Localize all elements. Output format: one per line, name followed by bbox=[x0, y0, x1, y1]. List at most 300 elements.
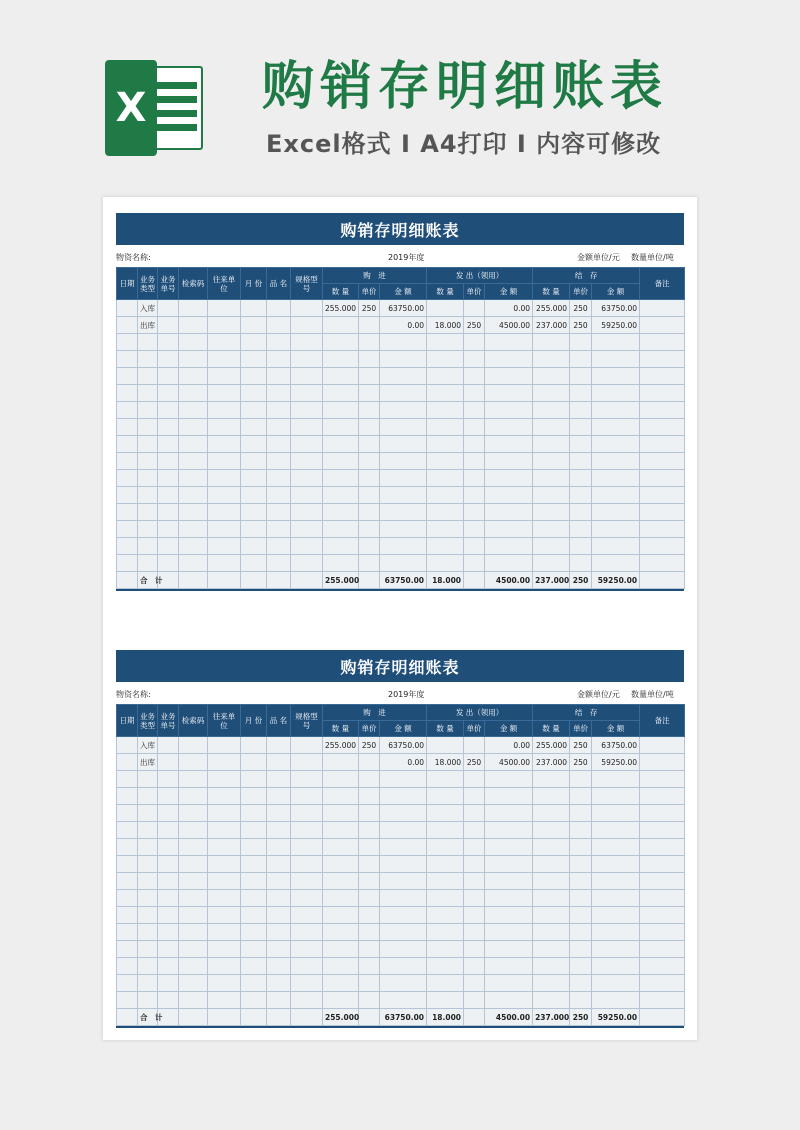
table-cell[interactable] bbox=[179, 890, 208, 907]
table-cell[interactable] bbox=[570, 992, 592, 1009]
table-cell[interactable] bbox=[241, 975, 267, 992]
table-cell[interactable] bbox=[179, 402, 208, 419]
table-cell[interactable] bbox=[323, 975, 359, 992]
table-cell[interactable] bbox=[179, 538, 208, 555]
table-cell[interactable] bbox=[570, 907, 592, 924]
table-cell[interactable] bbox=[359, 385, 380, 402]
table-cell[interactable] bbox=[158, 470, 179, 487]
table-cell[interactable] bbox=[323, 368, 359, 385]
table-cell[interactable] bbox=[241, 572, 267, 589]
table-cell[interactable] bbox=[533, 822, 570, 839]
table-cell[interactable] bbox=[179, 436, 208, 453]
table-cell[interactable] bbox=[208, 470, 241, 487]
table-cell[interactable] bbox=[570, 788, 592, 805]
table-cell[interactable] bbox=[380, 504, 427, 521]
table-cell[interactable] bbox=[117, 334, 138, 351]
table-cell[interactable] bbox=[291, 873, 323, 890]
table-cell[interactable] bbox=[158, 754, 179, 771]
table-cell[interactable]: 237.000 bbox=[533, 754, 570, 771]
table-cell[interactable] bbox=[323, 839, 359, 856]
table-cell[interactable] bbox=[533, 521, 570, 538]
table-cell[interactable] bbox=[208, 1009, 241, 1026]
table-cell[interactable] bbox=[241, 487, 267, 504]
table-cell[interactable] bbox=[179, 771, 208, 788]
table-cell[interactable] bbox=[208, 975, 241, 992]
table-cell[interactable] bbox=[323, 402, 359, 419]
table-cell[interactable]: 63750.00 bbox=[380, 572, 427, 589]
table-cell[interactable] bbox=[323, 470, 359, 487]
table-cell[interactable] bbox=[533, 436, 570, 453]
table-cell[interactable] bbox=[138, 402, 158, 419]
table-cell[interactable] bbox=[291, 555, 323, 572]
table-cell[interactable] bbox=[464, 890, 485, 907]
table-cell[interactable] bbox=[485, 351, 533, 368]
table-cell[interactable] bbox=[485, 805, 533, 822]
table-cell[interactable] bbox=[208, 737, 241, 754]
table-cell[interactable]: 255.000 bbox=[323, 572, 359, 589]
table-cell[interactable] bbox=[158, 436, 179, 453]
table-cell[interactable]: 4500.00 bbox=[485, 317, 533, 334]
table-cell[interactable] bbox=[323, 890, 359, 907]
table-cell[interactable] bbox=[267, 737, 291, 754]
table-cell[interactable] bbox=[117, 402, 138, 419]
table-cell[interactable] bbox=[485, 958, 533, 975]
table-cell[interactable] bbox=[359, 822, 380, 839]
table-cell[interactable] bbox=[533, 839, 570, 856]
table-cell[interactable]: 63750.00 bbox=[592, 300, 640, 317]
table-cell[interactable] bbox=[323, 521, 359, 538]
table-cell[interactable] bbox=[291, 368, 323, 385]
table-cell[interactable] bbox=[241, 907, 267, 924]
table-cell[interactable] bbox=[427, 839, 464, 856]
table-cell[interactable]: 250 bbox=[570, 572, 592, 589]
table-cell[interactable] bbox=[323, 385, 359, 402]
table-cell[interactable] bbox=[241, 873, 267, 890]
table-cell[interactable] bbox=[267, 351, 291, 368]
table-cell[interactable] bbox=[208, 300, 241, 317]
table-cell[interactable] bbox=[179, 856, 208, 873]
table-cell[interactable] bbox=[158, 334, 179, 351]
table-cell[interactable] bbox=[158, 317, 179, 334]
table-cell[interactable] bbox=[241, 992, 267, 1009]
table-cell[interactable] bbox=[533, 924, 570, 941]
table-cell[interactable] bbox=[117, 368, 138, 385]
table-cell[interactable] bbox=[291, 788, 323, 805]
table-cell[interactable] bbox=[208, 538, 241, 555]
table-cell[interactable] bbox=[640, 924, 685, 941]
table-cell[interactable] bbox=[640, 453, 685, 470]
table-cell[interactable] bbox=[592, 941, 640, 958]
table-cell[interactable] bbox=[485, 822, 533, 839]
table-cell[interactable] bbox=[117, 788, 138, 805]
table-cell[interactable] bbox=[485, 907, 533, 924]
table-cell[interactable] bbox=[138, 504, 158, 521]
table-cell[interactable]: 入库 bbox=[138, 300, 158, 317]
table-cell[interactable] bbox=[267, 924, 291, 941]
table-cell[interactable]: 237.000 bbox=[533, 1009, 570, 1026]
table-cell[interactable] bbox=[359, 317, 380, 334]
table-cell[interactable] bbox=[464, 992, 485, 1009]
table-cell[interactable] bbox=[640, 1009, 685, 1026]
table-cell[interactable] bbox=[267, 334, 291, 351]
table-cell[interactable] bbox=[570, 521, 592, 538]
table-cell[interactable] bbox=[592, 839, 640, 856]
table-cell[interactable] bbox=[117, 470, 138, 487]
table-cell[interactable] bbox=[138, 975, 158, 992]
table-cell[interactable] bbox=[533, 402, 570, 419]
table-cell[interactable] bbox=[533, 504, 570, 521]
table-cell[interactable] bbox=[592, 504, 640, 521]
table-cell[interactable] bbox=[464, 368, 485, 385]
table-cell[interactable] bbox=[464, 958, 485, 975]
table-cell[interactable] bbox=[323, 351, 359, 368]
table-cell[interactable] bbox=[359, 907, 380, 924]
table-cell[interactable] bbox=[380, 419, 427, 436]
table-cell[interactable] bbox=[380, 924, 427, 941]
table-cell[interactable] bbox=[138, 385, 158, 402]
table-cell[interactable]: 250 bbox=[464, 317, 485, 334]
table-cell[interactable] bbox=[208, 839, 241, 856]
table-cell[interactable] bbox=[640, 470, 685, 487]
table-cell[interactable] bbox=[179, 368, 208, 385]
table-cell[interactable] bbox=[359, 555, 380, 572]
table-cell[interactable] bbox=[464, 1009, 485, 1026]
table-cell[interactable] bbox=[241, 317, 267, 334]
table-cell[interactable] bbox=[464, 856, 485, 873]
table-cell[interactable] bbox=[485, 538, 533, 555]
table-cell[interactable] bbox=[241, 754, 267, 771]
table-cell[interactable] bbox=[267, 521, 291, 538]
table-cell[interactable] bbox=[570, 402, 592, 419]
table-cell[interactable] bbox=[485, 992, 533, 1009]
table-cell[interactable] bbox=[208, 890, 241, 907]
table-cell[interactable] bbox=[267, 538, 291, 555]
table-cell[interactable] bbox=[117, 555, 138, 572]
table-cell[interactable] bbox=[138, 958, 158, 975]
table-cell[interactable] bbox=[117, 504, 138, 521]
table-cell[interactable] bbox=[158, 958, 179, 975]
table-cell[interactable] bbox=[592, 975, 640, 992]
table-cell[interactable] bbox=[138, 992, 158, 1009]
table-cell[interactable] bbox=[117, 839, 138, 856]
table-cell[interactable] bbox=[570, 771, 592, 788]
table-cell[interactable] bbox=[464, 788, 485, 805]
table-cell[interactable] bbox=[208, 555, 241, 572]
table-cell[interactable] bbox=[464, 419, 485, 436]
table-cell[interactable]: 0.00 bbox=[485, 737, 533, 754]
table-cell[interactable] bbox=[359, 890, 380, 907]
table-cell[interactable] bbox=[640, 402, 685, 419]
table-cell[interactable] bbox=[464, 839, 485, 856]
table-cell[interactable] bbox=[291, 737, 323, 754]
table-cell[interactable] bbox=[570, 470, 592, 487]
table-cell[interactable] bbox=[267, 992, 291, 1009]
table-cell[interactable] bbox=[179, 1009, 208, 1026]
table-cell[interactable] bbox=[158, 788, 179, 805]
table-cell[interactable] bbox=[427, 924, 464, 941]
table-cell[interactable] bbox=[117, 385, 138, 402]
table-cell[interactable] bbox=[291, 907, 323, 924]
table-cell[interactable]: 出库 bbox=[138, 317, 158, 334]
table-cell[interactable] bbox=[592, 453, 640, 470]
table-cell[interactable] bbox=[117, 419, 138, 436]
table-cell[interactable] bbox=[427, 958, 464, 975]
table-cell[interactable] bbox=[427, 385, 464, 402]
table-cell[interactable] bbox=[485, 788, 533, 805]
table-cell[interactable] bbox=[291, 856, 323, 873]
table-cell[interactable] bbox=[179, 958, 208, 975]
table-cell[interactable] bbox=[179, 572, 208, 589]
table-cell[interactable] bbox=[427, 436, 464, 453]
table-cell[interactable]: 合 计 bbox=[138, 572, 158, 589]
table-cell[interactable] bbox=[427, 788, 464, 805]
table-cell[interactable] bbox=[464, 822, 485, 839]
table-cell[interactable] bbox=[485, 487, 533, 504]
table-cell[interactable] bbox=[158, 368, 179, 385]
table-cell[interactable] bbox=[640, 992, 685, 1009]
table-cell[interactable] bbox=[208, 805, 241, 822]
table-cell[interactable] bbox=[464, 907, 485, 924]
table-cell[interactable] bbox=[241, 555, 267, 572]
table-cell[interactable] bbox=[485, 839, 533, 856]
table-cell[interactable] bbox=[427, 334, 464, 351]
table-cell[interactable] bbox=[570, 975, 592, 992]
table-cell[interactable] bbox=[179, 754, 208, 771]
table-cell[interactable] bbox=[485, 873, 533, 890]
table-cell[interactable] bbox=[464, 470, 485, 487]
table-cell[interactable] bbox=[380, 958, 427, 975]
table-cell[interactable] bbox=[427, 975, 464, 992]
table-cell[interactable] bbox=[464, 805, 485, 822]
table-cell[interactable] bbox=[359, 470, 380, 487]
table-cell[interactable] bbox=[485, 453, 533, 470]
table-cell[interactable] bbox=[158, 385, 179, 402]
table-cell[interactable] bbox=[533, 907, 570, 924]
table-cell[interactable] bbox=[158, 351, 179, 368]
table-cell[interactable] bbox=[323, 419, 359, 436]
table-cell[interactable] bbox=[117, 890, 138, 907]
table-cell[interactable] bbox=[179, 805, 208, 822]
table-cell[interactable] bbox=[427, 992, 464, 1009]
table-cell[interactable] bbox=[267, 487, 291, 504]
table-cell[interactable] bbox=[359, 351, 380, 368]
table-cell[interactable] bbox=[241, 453, 267, 470]
table-cell[interactable] bbox=[179, 975, 208, 992]
table-cell[interactable] bbox=[359, 521, 380, 538]
table-cell[interactable] bbox=[592, 487, 640, 504]
table-cell[interactable] bbox=[158, 992, 179, 1009]
table-cell[interactable]: 18.000 bbox=[427, 317, 464, 334]
table-cell[interactable] bbox=[359, 941, 380, 958]
table-cell[interactable] bbox=[359, 992, 380, 1009]
table-cell[interactable] bbox=[485, 924, 533, 941]
table-cell[interactable] bbox=[267, 873, 291, 890]
table-cell[interactable] bbox=[533, 975, 570, 992]
table-cell[interactable] bbox=[208, 572, 241, 589]
table-cell[interactable] bbox=[291, 822, 323, 839]
table-cell[interactable] bbox=[359, 924, 380, 941]
table-cell[interactable]: 18.000 bbox=[427, 754, 464, 771]
table-cell[interactable] bbox=[570, 334, 592, 351]
table-cell[interactable] bbox=[323, 487, 359, 504]
table-cell[interactable] bbox=[640, 771, 685, 788]
table-cell[interactable] bbox=[533, 385, 570, 402]
table-cell[interactable] bbox=[267, 958, 291, 975]
table-cell[interactable] bbox=[179, 504, 208, 521]
table-cell[interactable] bbox=[291, 839, 323, 856]
table-cell[interactable] bbox=[117, 941, 138, 958]
table-cell[interactable] bbox=[267, 805, 291, 822]
table-cell[interactable] bbox=[570, 538, 592, 555]
table-cell[interactable] bbox=[570, 856, 592, 873]
table-cell[interactable] bbox=[208, 788, 241, 805]
table-cell[interactable] bbox=[267, 890, 291, 907]
table-cell[interactable] bbox=[592, 555, 640, 572]
table-cell[interactable]: 63750.00 bbox=[380, 300, 427, 317]
table-cell[interactable] bbox=[485, 334, 533, 351]
table-cell[interactable] bbox=[138, 555, 158, 572]
table-cell[interactable] bbox=[323, 453, 359, 470]
table-cell[interactable] bbox=[291, 805, 323, 822]
table-cell[interactable] bbox=[158, 873, 179, 890]
table-cell[interactable] bbox=[323, 754, 359, 771]
table-cell[interactable]: 250 bbox=[570, 317, 592, 334]
table-cell[interactable]: 59250.00 bbox=[592, 1009, 640, 1026]
table-cell[interactable] bbox=[533, 368, 570, 385]
table-cell[interactable] bbox=[380, 487, 427, 504]
table-cell[interactable] bbox=[359, 754, 380, 771]
table-cell[interactable] bbox=[117, 300, 138, 317]
table-cell[interactable] bbox=[117, 975, 138, 992]
table-cell[interactable] bbox=[179, 992, 208, 1009]
table-cell[interactable] bbox=[380, 368, 427, 385]
table-cell[interactable] bbox=[179, 487, 208, 504]
table-cell[interactable] bbox=[179, 737, 208, 754]
table-cell[interactable] bbox=[380, 453, 427, 470]
table-cell[interactable] bbox=[464, 737, 485, 754]
table-cell[interactable] bbox=[267, 907, 291, 924]
table-cell[interactable] bbox=[427, 504, 464, 521]
table-cell[interactable] bbox=[640, 317, 685, 334]
table-cell[interactable] bbox=[291, 992, 323, 1009]
table-cell[interactable] bbox=[380, 873, 427, 890]
table-cell[interactable]: 63750.00 bbox=[380, 1009, 427, 1026]
table-cell[interactable] bbox=[533, 487, 570, 504]
table-cell[interactable] bbox=[267, 317, 291, 334]
table-cell[interactable] bbox=[570, 487, 592, 504]
table-cell[interactable] bbox=[323, 907, 359, 924]
table-cell[interactable] bbox=[158, 504, 179, 521]
table-cell[interactable] bbox=[570, 839, 592, 856]
table-cell[interactable] bbox=[533, 351, 570, 368]
table-cell[interactable] bbox=[323, 504, 359, 521]
table-cell[interactable] bbox=[427, 351, 464, 368]
table-cell[interactable] bbox=[138, 924, 158, 941]
table-cell[interactable] bbox=[359, 504, 380, 521]
table-cell[interactable] bbox=[323, 317, 359, 334]
table-cell[interactable] bbox=[158, 402, 179, 419]
table-cell[interactable] bbox=[291, 572, 323, 589]
table-cell[interactable] bbox=[323, 538, 359, 555]
table-cell[interactable]: 0.00 bbox=[380, 754, 427, 771]
table-cell[interactable] bbox=[380, 805, 427, 822]
table-cell[interactable] bbox=[464, 924, 485, 941]
table-cell[interactable] bbox=[208, 754, 241, 771]
table-cell[interactable] bbox=[291, 521, 323, 538]
table-cell[interactable] bbox=[570, 436, 592, 453]
table-cell[interactable] bbox=[291, 890, 323, 907]
table-cell[interactable] bbox=[241, 805, 267, 822]
table-cell[interactable] bbox=[380, 402, 427, 419]
table-cell[interactable] bbox=[267, 470, 291, 487]
table-cell[interactable] bbox=[158, 453, 179, 470]
table-cell[interactable] bbox=[592, 890, 640, 907]
table-cell[interactable] bbox=[592, 470, 640, 487]
table-cell[interactable]: 0.00 bbox=[485, 300, 533, 317]
table-cell[interactable] bbox=[380, 890, 427, 907]
table-cell[interactable] bbox=[267, 856, 291, 873]
table-cell[interactable] bbox=[179, 822, 208, 839]
table-cell[interactable] bbox=[117, 771, 138, 788]
table-cell[interactable] bbox=[291, 317, 323, 334]
table-cell[interactable] bbox=[359, 538, 380, 555]
table-cell[interactable] bbox=[138, 941, 158, 958]
table-cell[interactable] bbox=[179, 907, 208, 924]
table-cell[interactable] bbox=[570, 419, 592, 436]
table-cell[interactable]: 250 bbox=[359, 300, 380, 317]
table-cell[interactable] bbox=[533, 788, 570, 805]
table-cell[interactable]: 255.000 bbox=[323, 300, 359, 317]
table-cell[interactable] bbox=[291, 924, 323, 941]
table-cell[interactable] bbox=[117, 521, 138, 538]
table-cell[interactable] bbox=[464, 436, 485, 453]
table-cell[interactable] bbox=[359, 771, 380, 788]
table-cell[interactable] bbox=[380, 839, 427, 856]
table-cell[interactable] bbox=[241, 771, 267, 788]
table-cell[interactable] bbox=[485, 419, 533, 436]
table-cell[interactable] bbox=[640, 504, 685, 521]
table-cell[interactable] bbox=[208, 873, 241, 890]
table-cell[interactable] bbox=[138, 839, 158, 856]
table-cell[interactable] bbox=[138, 788, 158, 805]
table-cell[interactable] bbox=[158, 419, 179, 436]
table-cell[interactable] bbox=[241, 521, 267, 538]
table-cell[interactable] bbox=[570, 385, 592, 402]
table-cell[interactable] bbox=[464, 538, 485, 555]
table-cell[interactable] bbox=[380, 788, 427, 805]
table-cell[interactable] bbox=[241, 470, 267, 487]
table-cell[interactable] bbox=[117, 538, 138, 555]
table-cell[interactable] bbox=[640, 788, 685, 805]
table-cell[interactable] bbox=[158, 975, 179, 992]
table-cell[interactable] bbox=[267, 754, 291, 771]
table-cell[interactable] bbox=[359, 453, 380, 470]
table-cell[interactable]: 250 bbox=[570, 1009, 592, 1026]
table-cell[interactable] bbox=[158, 300, 179, 317]
table-cell[interactable]: 出库 bbox=[138, 754, 158, 771]
table-cell[interactable] bbox=[533, 334, 570, 351]
table-cell[interactable] bbox=[291, 436, 323, 453]
table-cell[interactable] bbox=[158, 487, 179, 504]
table-cell[interactable]: 63750.00 bbox=[380, 737, 427, 754]
table-cell[interactable] bbox=[117, 1009, 138, 1026]
table-cell[interactable]: 237.000 bbox=[533, 572, 570, 589]
table-cell[interactable] bbox=[359, 436, 380, 453]
table-cell[interactable] bbox=[179, 555, 208, 572]
table-cell[interactable] bbox=[158, 538, 179, 555]
table-cell[interactable] bbox=[427, 737, 464, 754]
table-cell[interactable] bbox=[138, 856, 158, 873]
